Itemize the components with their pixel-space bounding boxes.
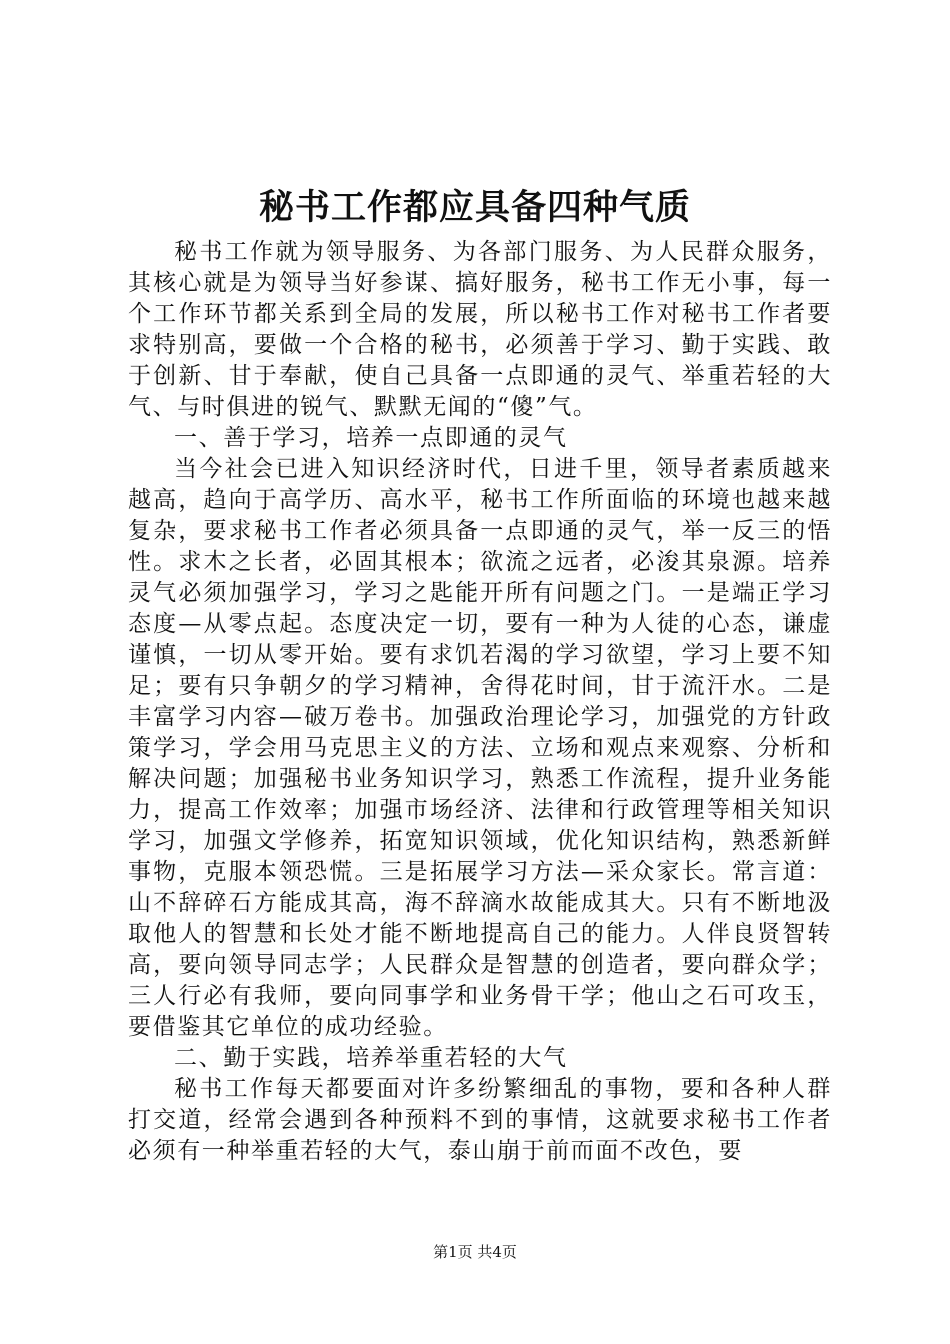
section-heading-2: 二、勤于实践，培养举重若轻的大气 bbox=[174, 1045, 568, 1071]
document-body bbox=[128, 237, 832, 1167]
document-title: 秘书工作都应具备四种气质 bbox=[258, 187, 691, 228]
page-footer: 第1页 共4页 bbox=[433, 1243, 517, 1261]
paragraph-intro: 秘书工作就为领导服务、为各部门服务、为人民群众服务，其核心就是为领导当好参谋、搞好服务，秘书工作无小事，每一个工作环节都关系到全局的发展，所以秘书工作对秘书工作者要求特别高，要做一个合格的秘书，必须善于学习、勤于实践、敢于创新、甘于奉献，使自己具备一点即通的灵气、举重若轻的大气、与时俱进的锐气、默默无闻的“傻”气。 bbox=[128, 239, 832, 420]
paragraph-section-2: 秘书工作每天都要面对许多纷繁细乱的事物，要和各种人群打交道，经常会遇到各种预料不到的事情，这就要求秘书工作者必须有一种举重若轻的大气，泰山崩于前而面不改色，要 bbox=[128, 1076, 832, 1164]
paragraph-section-1: 当今社会已进入知识经济时代，日进千里，领导者素质越来越高，趋向于高学历、高水平，秘书工作所面临的环境也越来越复杂，要求秘书工作者必须具备一点即通的灵气，举一反三的悟性。求木之长者，必固其根本；欲流之远者，必浚其泉源。培养灵气必须加强学习，学习之匙能开所有问题之门。一是端正学习态度—从零点起。态度决定一切，要有一种为人徒的心态，谦虚谨慎，一切从零开始。要有求饥若渴的学习欲望，学习上要不知足；要有只争朝夕的学习精神，舍得花时间，甘于流汗水。二是丰富学习内容—破万卷书。加强政治理论学习，加强党的方针政策学习，学会用马克思主义的方法、立场和观点来观察、分析和解决问题；加强秘书业务知识学习，熟悉工作流程，提升业务能力，提高工作效率；加强市场经济、法律和行政管理等相关知识学习，加强文学修养，拓宽知识领域，优化知识结构，熟悉新鲜事物，克服本领恐慌。三是拓展学习方法—采众家长。常言道：山不辞碎石方能成其高，海不辞滴水故能成其大。只有不断地汲取他人的智慧和长处才能不断地提高自己的能力。人伴良贤智转高，要向领导同志学；人民群众是智慧的创造者，要向群众学；三人行必有我师，要向同事学和业务骨干学；他山之石可攻玉，要借鉴其它单位的成功经验。 bbox=[128, 456, 832, 1040]
section-heading-1: 一、善于学习，培养一点即通的灵气 bbox=[174, 425, 568, 451]
